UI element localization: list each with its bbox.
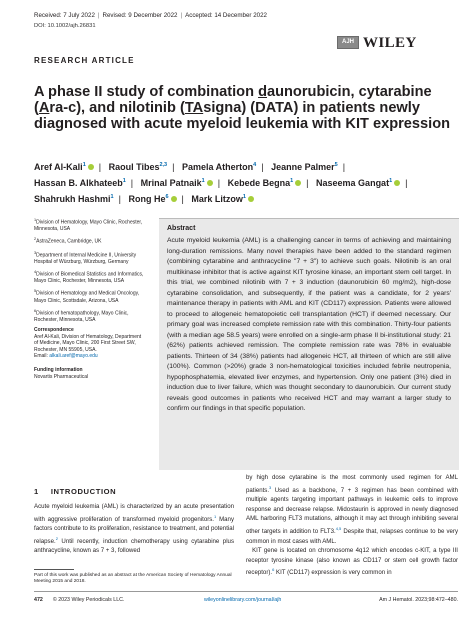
orcid-icon[interactable] [171,196,177,202]
citation-link[interactable]: 3 [269,484,272,490]
footnote: Part of this work was published as an abstract at the American Society of Hematology Annual Meeting 2015 and 2018. [34,573,232,585]
author[interactable] [182,162,256,172]
affiliation: $^5$Division of Hematology and Medical Oncology, Mayo Clinic, Scottsdale, Arizona, USA [34,289,140,304]
article-type: RESEARCH ARTICLE [34,56,135,65]
affiliation: $^6$Division of hematopathology, Mayo Clinic, Rochester, Minnesota, USA [34,308,129,323]
citation-link[interactable]: 1 [214,513,217,519]
author-name: Kebede Begna [227,178,291,188]
affiliation: $^3$Department of Internal Medicine II, University Hospital of Würzburg, Würzburg, Germany [34,250,137,265]
funding-text: Novartis Pharmaceutical [34,373,89,380]
author[interactable] [128,194,176,204]
author-name: Naseema Gangat [316,178,390,188]
abstract-box [159,218,459,470]
author-separator: | [118,194,121,204]
article-dates [34,12,284,20]
author-affiliation-ref[interactable]: 5 [334,162,338,168]
author-name: Raoul Tibes [108,162,160,172]
author-name: Mrinal Patnaik [140,178,202,188]
author-separator: | [306,178,309,188]
author-name: Rong He [128,194,166,204]
author-affiliation-ref[interactable]: 1 [201,178,205,184]
author[interactable] [141,178,213,188]
author-separator: | [217,178,221,188]
author-separator: | [98,162,102,172]
citation-link[interactable]: 2 [55,535,58,541]
body-column-right: by high dose cytarabine is the most commonly used regimen for AML patients.$^3$ Used as a backbone, 7 + 3 regimen has been combined with multiple agents targeting important pathways in leukemic cells to improve response and decrease relapse. Midostaurin is approved in newly diagnosed AML harboring FLT3 mutations, although it may act through inhibiting several other targets in addition to FLT3.$^{4,5}$ Despite that, relapses continue to be very common in most cases with AML. KIT gene is located on chromosome 4q12 which encodes c-KIT, a type III receptor tyrosine kinase (also known as CD117 or stem cell growth factor receptor).$^6$ KIT (CD117) expression is very common in [246,474,458,577]
author-separator: | [261,162,264,172]
orcid-icon[interactable] [207,180,213,186]
received-date: Received: 7 July 2022 [34,12,95,19]
author[interactable] [191,194,254,204]
citation-link[interactable]: 6 [272,567,275,573]
author-name: Pamela Atherton [181,162,254,172]
correspondence-heading: Correspondence [34,327,74,334]
accepted-date: Accepted: 14 December 2022 [185,12,267,19]
citation-link[interactable]: 4,5 [335,526,342,531]
affiliation-list [34,217,146,323]
author-name: Jeanne Palmer [271,162,335,172]
affiliation: $^1$Division of Hematology, Mayo Clinic, Rochester, Minnesota, USA [34,218,143,233]
affiliation: $^4$Division of Biomedical Statistics and Informatics, Mayo Clinic, Rochester, Minnesota, USA [34,270,144,285]
author-affiliation-ref[interactable]: 6 [165,194,169,200]
author-affiliation-ref[interactable]: 1 [290,178,294,184]
doi[interactable]: DOI: 10.1002/ajh.26831 [34,23,96,29]
abstract-label: Abstract [167,225,196,232]
author-separator: | [172,162,175,172]
section-heading-introduction: 1 INTRODUCTION [34,487,117,496]
orcid-icon[interactable] [88,164,94,170]
affiliation: $^2$AstraZeneca, Cambridge, UK [34,237,102,246]
publisher-logo: WILEY [363,35,417,51]
author-separator: | [405,178,408,188]
author-separator: | [342,162,346,172]
orcid-icon[interactable] [394,180,400,186]
copyright: © 2023 Wiley Periodicals LLC. [52,597,125,603]
date-separator: | [180,12,183,19]
page-footer [34,597,458,603]
orcid-icon[interactable] [295,180,301,186]
author-affiliation-ref[interactable]: 1 [110,194,114,200]
author[interactable] [316,178,400,188]
author-affiliation-ref[interactable]: 1 [122,178,126,184]
author-affiliation-ref[interactable]: 1 [389,178,393,184]
author-name: Shahrukh Hashmi [34,194,111,204]
email-link[interactable]: alkali.aref@mayo.edu [49,353,98,360]
author-list [34,158,454,206]
journal-url[interactable]: wileyonlinelibrary.com/journal/ajh [204,597,282,603]
orcid-icon[interactable] [248,196,254,202]
body-column-left: Acute myeloid leukemia (AML) is characterized by an acute presentation with aggressive proliferation of transformed myeloid progenitors.$^1$ Many factors contribute to its proliferation, resistance to treatment, and potential relapse.$^2$ Until recently, induction chemotherapy using cytarabine plus anthracycline, known as 7 + 3, followed [34,503,234,555]
abstract-body: Acute myeloid leukemia (AML) is a challenging cancer in terms of achieving and maintaining long-duration remissions. Many novel therapies have been added to the standard regimen (combining cytarabine and anthracycline "7 + 3") to achieve such goals. Nilotinib is an oral multikinase inhibitor that is active against KIT tyrosine kinase, an important stem cell target. In this trial, we combined nilotinib with 7 + 3 induction (daunorubicin 60 mg/m2), high-dose cytarabine consolidation, and subsequently, if the patient was a candidate, for 2 years' maintenance therapy in patients with AML and KIT (CD117) expression. Patients were allowed to proceed to allogeneic hematopoietic cell transplantation (HCT) if deemed necessary. Our primary goal was increased complete remission rate with this combination. Thirty-four patients (with a median age 58.5 years) were enrolled on a single-arm phase II bi-institutional study: 21 (62%) patients achieved remission. The complete remission rate was 78% in evaluable patients. Thirteen of 34 (38%) patients had allogeneic HCT, all thirteen of which are still alive (100%). Common (>20%) grade 3 non-hematological toxicities included febrile neutropenia, hypophosphatemia, elevated liver enzymes, and hypertension. Only one patient (3%) died in induction due to liver failure, which was thought secondary to daunorubicin. Our current study reveals good outcomes in patients who received HCT and may warrant a larger study to confirm our findings in that specific population. [167,237,451,412]
revised-date: Revised: 9 December 2022 [102,12,178,19]
date-separator: | [97,12,100,19]
author-name: Mark Litzow [191,194,243,204]
author-affiliation-ref[interactable]: 2,3 [159,162,168,168]
author-separator: | [181,194,184,204]
author-affiliation-ref[interactable]: 1 [242,194,246,200]
footer-divider [34,591,458,592]
correspondence-email: Email: alkali.aref@mayo.edu [34,353,98,360]
correspondence-address: Aref Al-Kali, Division of Hematology, Department of Medicine, Mayo Clinic, 200 First Street SW, Rochester, MN 55905, USA. [34,333,142,353]
author-name: Hassan B. Alkhateeb [34,178,123,188]
author[interactable] [109,162,168,172]
author[interactable] [34,162,94,172]
author-name: Aref Al-Kali [34,162,83,172]
journal-citation: Am J Hematol. 2023;98:472–480. [379,597,458,603]
author[interactable] [228,178,302,188]
author[interactable] [34,178,126,188]
journal-logo: AJH [337,36,359,49]
article-title: A phase II study of combination daunorubicin, cytarabine (Ara-c), and nilotinib (TAsigna) (DATA) in patients newly diagnosed with acute myeloid leukemia with KIT expression [34,84,451,133]
author[interactable] [271,162,338,172]
page-number: 472 [34,597,43,603]
author[interactable] [34,194,114,204]
affiliations-sidebar [34,217,146,380]
footnote-divider [34,569,74,570]
author-affiliation-ref[interactable]: 4 [253,162,257,168]
author-separator: | [130,178,134,188]
funding-heading: Funding information [34,367,83,374]
author-affiliation-ref[interactable]: 1 [82,162,86,168]
